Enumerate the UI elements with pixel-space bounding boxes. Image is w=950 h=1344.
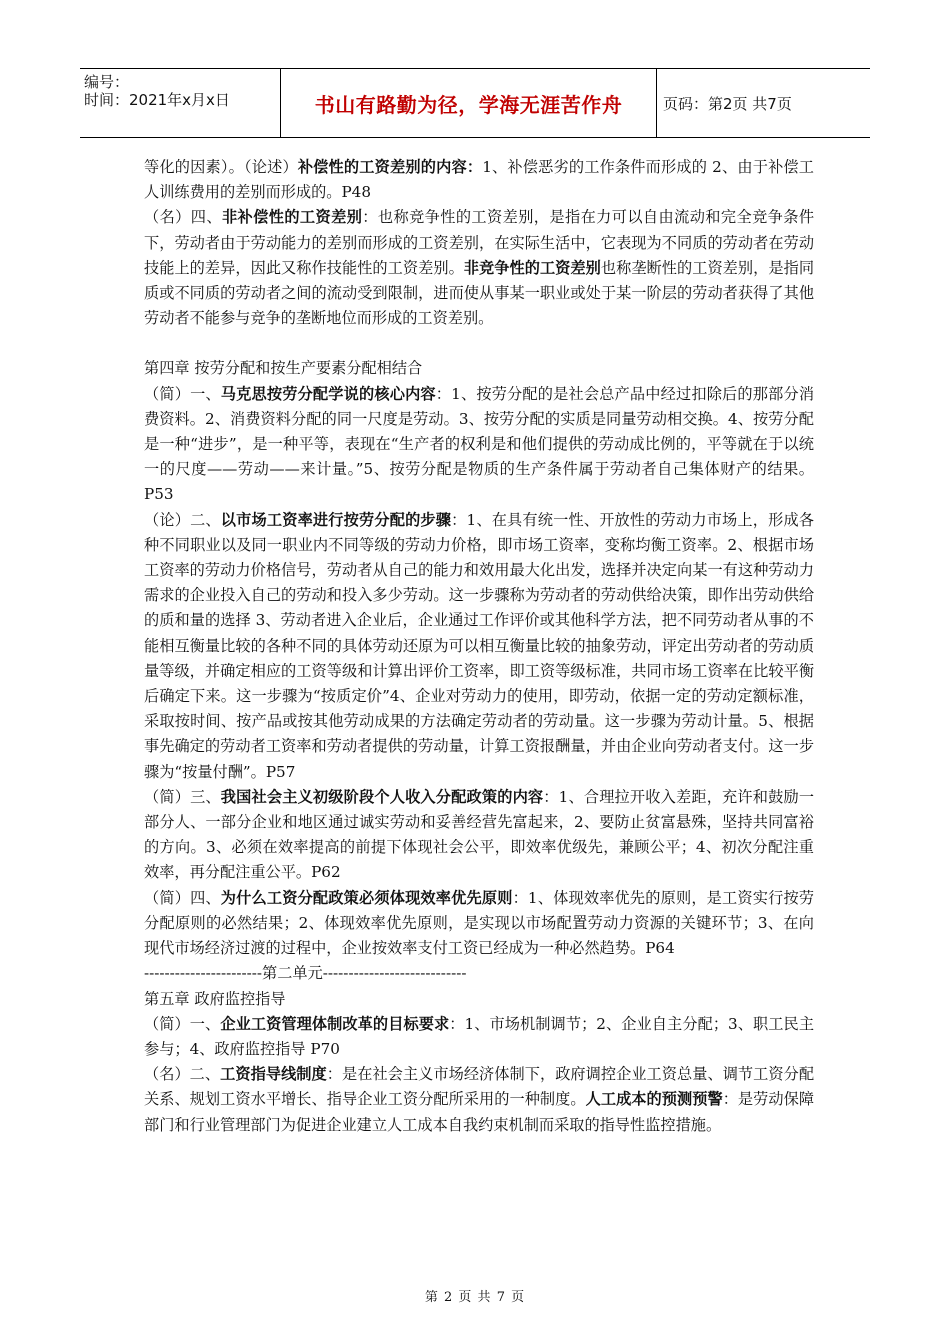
bold-term: 企业工资管理体制改革的目标要求	[220, 1014, 450, 1033]
paragraph-gap	[144, 331, 814, 356]
page-footer: 第 2 页 共 7 页	[424, 1290, 526, 1305]
paragraph	[144, 987, 814, 1012]
text-run: 1、补偿恶劣的工作条件而形成的 2、由于补偿工人训练费用的差别而形成的。P48	[144, 158, 814, 202]
paragraph	[144, 205, 814, 331]
bold-term: 我国社会主义初级阶段个人收入分配政策的内容	[220, 787, 544, 806]
paragraph	[144, 961, 814, 986]
bold-term: 工资指导线制度	[220, 1065, 327, 1084]
header-page-info: 页码：第2页 共7页	[663, 94, 792, 113]
paragraph	[144, 155, 814, 205]
bold-term: 马克思按劳分配学说的核心内容	[220, 384, 436, 403]
paragraph	[144, 1012, 814, 1062]
text-run: -----------------------第二单元----------------------------	[144, 964, 467, 983]
text-run: （简）一、	[144, 1014, 221, 1033]
text-run: （名）二、	[144, 1065, 221, 1084]
page-header	[80, 68, 870, 138]
text-run: ：1、在具有统一性、开放性的劳动力市场上，形成各种不同职业以及同一职业内不同等级的劳动力价格，即市场工资率，变称均衡工资率。2、根据市场工资率的劳动力价格信号，劳动者从自己的能力和效用最大化出发，选择并决定向某一有这种劳动力需求的企业投入自己的劳动和投入多少劳动。这一步骤称为劳动者的劳动供给决策，即作出劳动供给的质和量的选择 3、劳动者进入企业后，企业通过工作评价或其他科学方法，把不同劳动者从事的不能相互衡量比较的各种不同的具体劳动还原为可以相互衡量比较的抽象劳动，评定出劳动者的劳动质量等级，并确定相应的工资等级和计算出评价工资率，即工资等级标准，共同市场工资率在比较平衡后确定下来。这一步骤为“按质定价”4、企业对劳动力的使用，即劳动，依据一定的劳动定额标准，采取按时间、按产品或按其他劳动成果的方法确定劳动者的劳动量。这一步骤为劳动计量。5、根据事先确定的劳动者工资率和劳动者提供的劳动量，计算工资报酬量，并由企业向劳动者支付。这一步骤为“按量付酬”。P57	[144, 510, 815, 781]
text-run: （简）三、	[144, 787, 221, 806]
text-run: 第五章 政府监控指导	[144, 989, 286, 1008]
text-run: ：也称竞争性的工资差别，是指在力可以自由流动和完全竞争条件下，劳动者由于劳动能力的差别而形成的工资差别，在实际生活中，它表现为不同质的劳动者在劳动技能上的差异，因此又称作技能性的工资差别。	[144, 208, 815, 277]
paragraph	[144, 382, 814, 508]
bold-term: 以市场工资率进行按劳分配的步骤	[220, 510, 452, 529]
paragraph	[144, 886, 814, 962]
document-body	[144, 155, 814, 1138]
text-run: ：1、按劳分配的是社会总产品中经过扣除后的那部分消费资料。2、消费资料分配的同一尺度是劳动。3、按劳分配的实质是同量劳动相交换。4、按劳分配是一种“进步”，是一种平等，表现在“生产者的权利是和他们提供的劳动成比例的，平等就在于以统一的尺度——劳动——来计量。”5、按劳分配是物质的生产条件属于劳动者自己集体财产的结果。P53	[144, 384, 815, 504]
header-motto: 书山有路勤为径，学海无涯苦作舟	[281, 69, 657, 137]
document-number-label: 编号：	[84, 73, 130, 91]
document-date: 时间：2021年x月x日	[84, 91, 230, 109]
text-run: （简）四、	[144, 888, 221, 907]
paragraph	[144, 508, 814, 785]
text-run: 第四章 按劳分配和按生产要素分配相结合	[144, 359, 423, 378]
paragraph	[144, 1062, 814, 1138]
text-run: （简）一、	[144, 384, 221, 403]
bold-term: 非补偿性的工资差别	[221, 208, 363, 227]
bold-term: 人工成本的预测预警	[585, 1090, 723, 1109]
bold-term: 补偿性的工资差别的内容：	[297, 158, 483, 176]
text-run: （论）二、	[144, 510, 221, 529]
text-run: 也称垄断性的工资差别，是指同质或不同质的劳动者之间的流动受到限制，进而使从事某一职业或处于某一阶层的劳动者获得了其他劳动者不能参与竞争的垄断地位而形成的工资差别。	[144, 258, 815, 328]
text-run: ：1、合理拉开收入差距，充许和鼓励一部分人、一部分企业和地区通过诚实劳动和妥善经营先富起来，2、要防止贫富悬殊，坚持共同富裕的方向。3、必须在效率提高的前提下体现社会公平，即效率优级先，兼顾公平；4、初次分配注重效率，再分配注重公平。P62	[144, 787, 815, 882]
paragraph	[144, 785, 814, 886]
text-run: 等化的因素）。（论述）	[144, 158, 298, 176]
header-meta	[80, 69, 281, 137]
text-run: ：1、体现效率优先的原则，是工资实行按劳分配原则的必然结果；2、体现效率优先原则，是实现以市场配置劳动力资源的关键环节；3、在向现代市场经济过渡的过程中，企业按效率支付工资已经成为一种必然趋势。P64	[144, 888, 815, 958]
text-run: （名）四、	[144, 208, 222, 227]
text-run: ：是劳动保障部门和行业管理部门为促进企业建立人工成本自我约束机制而采取的指导性监控措施。	[144, 1090, 815, 1134]
text-run: ：是在社会主义市场经济体制下，政府调控企业工资总量、调节工资分配关系、规划工资水平增长、指导企业工资分配所采用的一种制度。	[144, 1065, 815, 1109]
bold-term: 为什么工资分配政策必须体现效率优先原则	[220, 888, 513, 907]
paragraph	[144, 356, 814, 381]
text-run: ：1、市场机制调节；2、企业自主分配；3、职工民主参与；4、政府监控指导 P70	[144, 1014, 815, 1058]
bold-term: 非竞争性的工资差别	[463, 258, 601, 277]
